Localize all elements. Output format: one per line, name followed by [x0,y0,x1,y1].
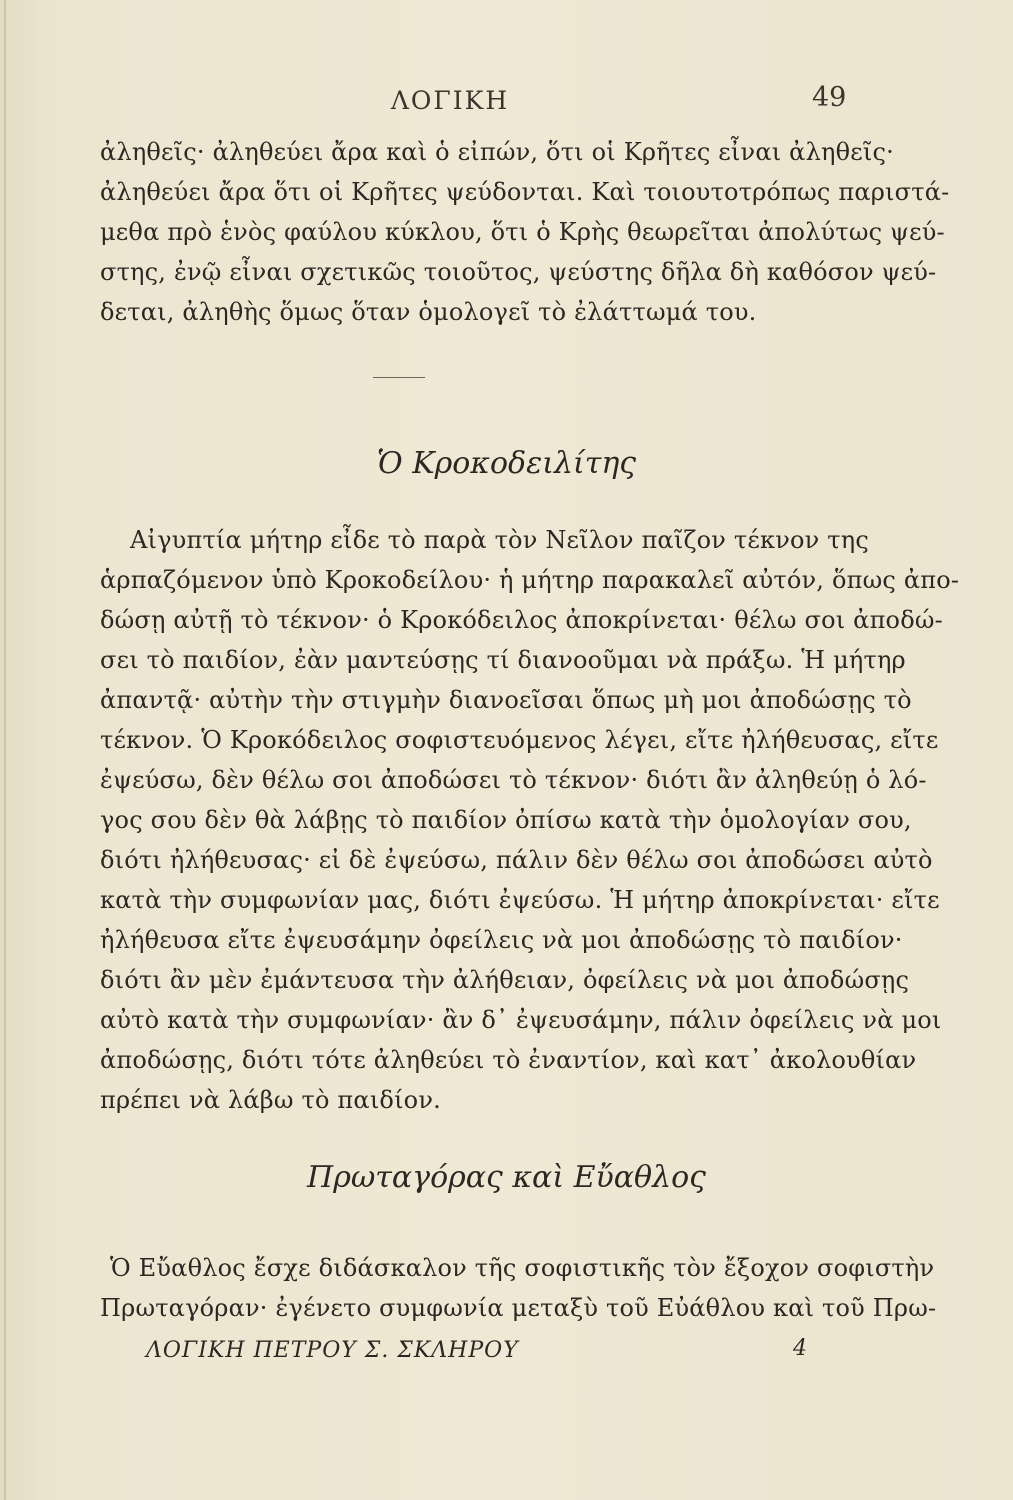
page-number: 49 [812,82,847,113]
section-title-protagoras: Πρωταγόρας καὶ Εὔαθλος [307,1160,706,1195]
text-line: στης, ἐνῷ εἶναι σχετικῶς τοιοῦτος, ψεύστης δῆλα δὴ καθόσον ψεύ- [100,258,937,286]
text-line: διότι ἂν μὲν ἐμάντευσα τὴν ἀλήθειαν, ὀφείλεις νὰ μοι ἀποδώσῃς [100,966,910,994]
text-line: Πρωταγόραν· ἐγένετο συμφωνία μεταξὺ τοῦ Εὐάθλου καὶ τοῦ Πρω- [100,1294,937,1322]
text-line: μεθα πρὸ ἑνὸς φαύλου κύκλου, ὅτι ὁ Κρὴς θεωρεῖται ἀπολύτως ψεύ- [100,218,945,246]
text-line: Ὁ Εὔαθλος ἔσχε διδάσκαλον τῆς σοφιστικῆς τὸν ἔξοχον σοφιστὴν [110,1254,935,1282]
text-line: ἠλήθευσα εἴτε ἐψευσάμην ὀφείλεις νὰ μοι ἀποδώσῃς τὸ παιδίον· [100,926,903,954]
printer-signature: ΛΟΓΙΚΗ ΠΕΤΡΟΥ Σ. ΣΚΛΗΡΟΥ [146,1338,519,1363]
running-header [0,82,1013,122]
section-krokodeilites-body [100,520,960,1120]
text-line: ἀληθεῖς· ἀληθεύει ἄρα καὶ ὁ εἰπών, ὅτι οἱ Κρῆτες εἶναι ἀληθεῖς· [100,138,894,166]
text-line: ἀληθεύει ἄρα ὅτι οἱ Κρῆτες ψεύδονται. Καὶ τοιουτοτρόπως παριστά- [100,178,950,206]
signature-number: 4 [793,1336,807,1361]
binding-edge [4,0,6,1500]
section-title-krokodeilites: Ὁ Κροκοδειλίτης [376,446,637,481]
intro-paragraph [100,132,950,332]
text-line: κατὰ τὴν συμφωνίαν μας, διότι ἐψεύσω. Ἡ μήτηρ ἀποκρίνεται· εἴτε [100,886,940,914]
running-title: ΛΟΓΙΚΗ [390,86,510,115]
text-line: ἀποδώσῃς, διότι τότε ἀληθεύει τὸ ἐναντίον, καὶ κατ᾽ ἀκολουθίαν [100,1046,917,1074]
text-line: δεται, ἀληθὴς ὅμως ὅταν ὁμολογεῖ τὸ ἐλάττωμά του. [100,298,757,326]
page-footer [0,1338,1013,1378]
section-divider [373,377,425,378]
text-line: αὐτὸ κατὰ τὴν συμφωνίαν· ἂν δ᾽ ἐψευσάμην, πάλιν ὀφείλεις νὰ μοι [100,1006,942,1034]
text-line: ἀπαντᾷ· αὐτὴν τὴν στιγμὴν διανοεῖσαι ὅπως μὴ μοι ἀποδώσῃς τὸ [100,686,912,714]
text-line: γος σου δὲν θὰ λάβῃς τὸ παιδίον ὀπίσω κατὰ τὴν ὁμολογίαν σου, [100,806,912,834]
text-line: δώσῃ αὐτῇ τὸ τέκνον· ὁ Κροκόδειλος ἀποκρίνεται· θέλω σοι ἀποδώ- [100,606,943,634]
text-line: σει τὸ παιδίον, ἐὰν μαντεύσῃς τί διανοοῦμαι νὰ πράξω. Ἡ μήτηρ [100,646,906,674]
section-protagoras-body [100,1248,937,1328]
text-line: διότι ἠλήθευσας· εἰ δὲ ἐψεύσω, πάλιν δὲν θέλω σοι ἀποδώσει αὐτὸ [100,846,933,874]
text-line: τέκνον. Ὁ Κροκόδειλος σοφιστευόμενος λέγει, εἴτε ἠλήθευσας, εἴτε [100,726,939,754]
text-line: Αἰγυπτία μήτηρ εἶδε τὸ παρὰ τὸν Νεῖλον παῖζον τέκνον της [130,526,869,554]
text-line: ἁρπαζόμενον ὑπὸ Κροκοδείλου· ἡ μήτηρ παρακαλεῖ αὐτόν, ὅπως ἀπο- [100,566,960,594]
text-line: ἐψεύσω, δὲν θέλω σοι ἀποδώσει τὸ τέκνον· διότι ἂν ἀληθεύῃ ὁ λό- [100,766,927,794]
text-line: πρέπει νὰ λάβω τὸ παιδίον. [100,1086,441,1114]
